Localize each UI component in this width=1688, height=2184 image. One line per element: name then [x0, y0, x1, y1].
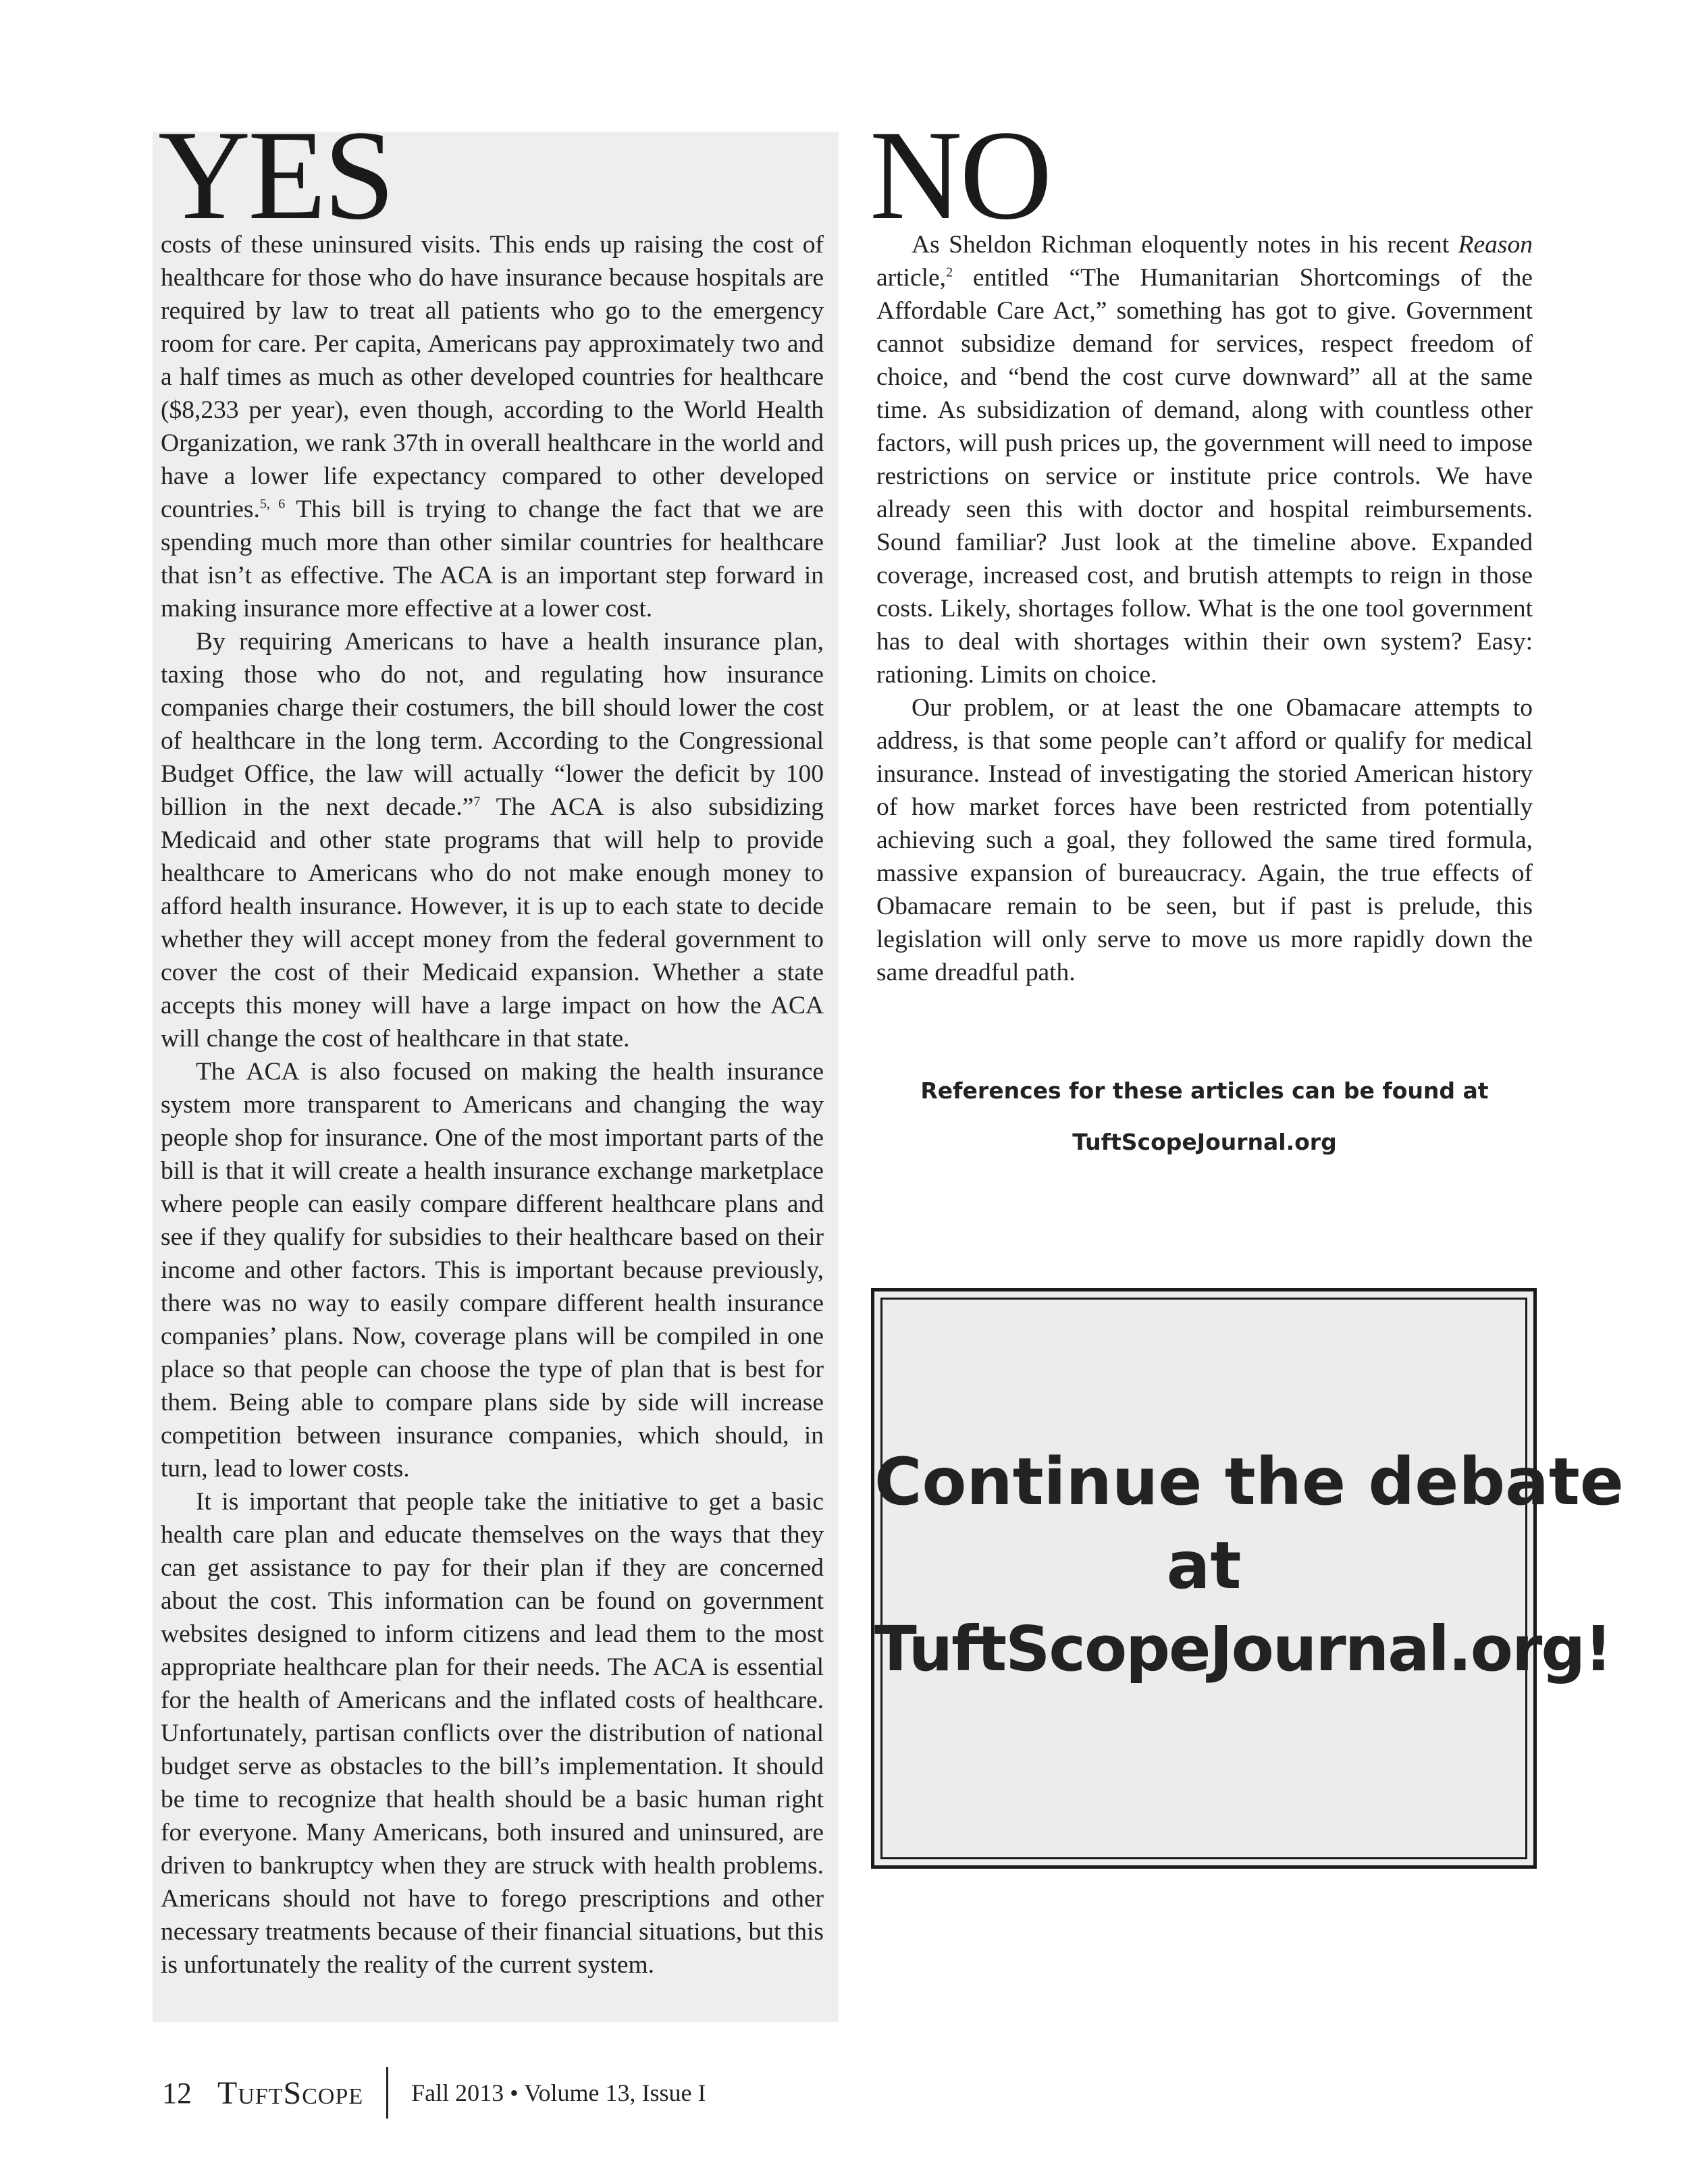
article-paragraph — [161, 1055, 824, 1485]
italic-text: Reason — [1458, 231, 1533, 259]
yes-heading: YES — [158, 105, 392, 246]
issue-info: Fall 2013 • Volume 13, Issue I — [411, 2079, 706, 2106]
publication-name: TuftScope — [217, 2075, 364, 2111]
paragraph-text: costs of these uninsured visits. This ends up raising the cost of healthcare for those who do have insurance because hospitals are required by law to treat all patients who go to the emergency room for care. Per capita, Americans pay approximately two and a half times as much as other developed countries for healthcare ($8,233 per year), even though, according to the World Health Organization, we rank 37th in overall healthcare in the world and have a lower life expectancy compared to other developed countries. — [161, 231, 824, 523]
cta-line-1: Continue the debate — [874, 1444, 1624, 1520]
references-text: References for these articles can be found at — [920, 1077, 1489, 1104]
references-url: TuftScopeJournal.org — [1072, 1129, 1337, 1155]
paragraph-text: It is important that people take the initiative to get a basic health care plan and educate themselves on the ways that they can get assistance to pay for their plan if they are concerned about the cost. This information can be found on government websites designed to inform citizens and lead them to the most appropriate healthcare plan for their needs. The ACA is essential for the health of Americans and the inflated costs of healthcare. Unfortunately, partisan conflicts over the distribution of national budget serve as obstacles to the bill’s implementation. It should be time to recognize that health should be a basic human right for everyone. Many Americans, both insured and uninsured, are driven to bankruptcy when they are struck with health problems. Americans should not have to forego prescriptions and other necessary treatments because of their financial situations, but this is unfortunately the reality of the current system. — [161, 1488, 824, 1979]
paragraph-text: The ACA is also focused on making the health insurance system more transparent to Americans and changing the way people shop for insurance. One of the most important parts of the bill is that it will create a health insurance exchange marketplace where people can easily compare different healthcare plans and see if they qualify for subsidies to their healthcare based on their income and other factors. This is important because previously, there was no way to easily compare different health insurance companies’ plans. Now, coverage plans will be compiled in one place so that people can choose the type of plan that is best for them. Being able to compare plans side by side will increase competition between insurance companies, which should, in turn, lead to lower costs. — [161, 1058, 824, 1483]
footer-divider — [386, 2067, 388, 2119]
paragraph-text: entitled “The Humanitarian Shortcomings of the Affordable Care Act,” something has got to give. Government cannot subsidize demand for services, respect freedom of choice, and “bend the cost curve downward” all at the same time. As subsidization of demand, along with countless other factors, will push prices up, the government will need to impose restrictions on service or institute price controls. We have already seen this with doctor and hospital reimbursements. Sound familiar? Just look at the timeline above. Expanded coverage, increased cost, and brutish attempts to reign in those costs. Likely, shortages follow. What is the one tool government has to deal with shortages within their own system? Easy: rationing. Limits on choice. — [876, 264, 1533, 689]
article-paragraph — [161, 1485, 824, 1981]
article-paragraph — [161, 228, 824, 625]
continue-debate-box — [871, 1288, 1624, 1869]
page-footer — [162, 2066, 706, 2120]
cta-line-2: at — [1166, 1528, 1242, 1603]
references-note — [876, 1065, 1533, 1168]
no-heading: NO — [870, 105, 1050, 246]
paragraph-text: The ACA is also subsidizing Medicaid and other state programs that will help to provide healthcare to Americans who do not make enough money to afford health insurance. However, it is up to each state to decide whether they will accept money from the federal government to cover the cost of their Medicaid expansion. Whether a state accepts this money will have a large impact on how the ACA will change the cost of healthcare in that state. — [161, 793, 824, 1053]
paragraph-text: article, — [876, 264, 947, 292]
paragraph-text: This bill is trying to change the fact that we are spending much more than other similar countries for healthcare that isn’t as effective. The ACA is an important step forward in making insurance more effective at a lower cost. — [161, 496, 824, 622]
article-paragraph — [876, 691, 1533, 989]
no-article-body — [876, 228, 1533, 989]
citation-superscript: 2 — [946, 265, 953, 280]
paragraph-text: Our problem, or at least the one Obamacare attempts to address, is that some people can’t afford or qualify for medical insurance. Instead of investigating the storied American history of how market forces have been restricted from potentially achieving such a goal, they followed the same tired formula, massive expansion of bureaucracy. Again, the true effects of Obamacare remain to be seen, but if past is prelude, this legislation will only serve to move us more rapidly down the same dreadful path. — [876, 694, 1533, 986]
cta-line-3: TuftScopeJournal.org! — [874, 1613, 1612, 1685]
continue-debate-text — [874, 1440, 1624, 1691]
paragraph-text: By requiring Americans to have a health insurance plan, taxing those who do not, and regulating how insurance companies charge their costumers, the bill should lower the cost of healthcare in the long term. According to the Congressional Budget Office, the law will actually “lower the deficit by 100 billion in the next decade.” — [161, 628, 824, 821]
page-number: 12 — [162, 2076, 192, 2110]
yes-article-body — [161, 228, 824, 1981]
article-paragraph — [876, 228, 1533, 691]
paragraph-text: As Sheldon Richman eloquently notes in his recent — [912, 231, 1458, 259]
article-paragraph — [161, 625, 824, 1055]
citation-superscript: 5, 6 — [259, 496, 286, 512]
citation-superscript: 7 — [473, 794, 481, 809]
